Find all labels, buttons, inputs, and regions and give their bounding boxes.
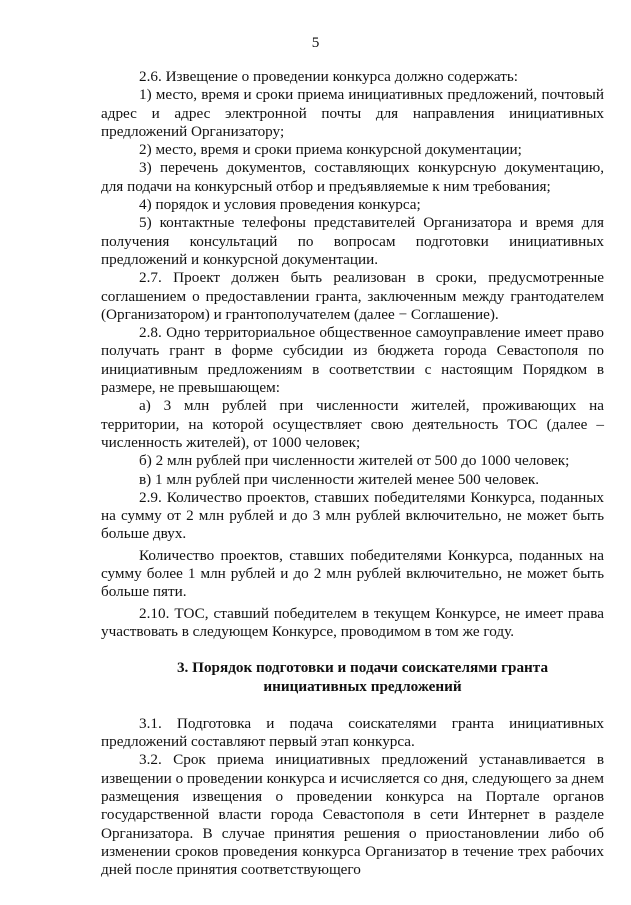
paragraph-2-6: 2.6. Извещение о проведении конкурса должно содержать:	[139, 68, 519, 85]
list-item-v: в) 1 млн рублей при численности жителей менее 500 человек.	[139, 470, 540, 488]
paragraph-2-8: 2.8. Одно территориальное общественное самоуправление имеет право получать грант в форме субсидии из бюджета города Севастополя по инициативным предложениям в соответствии с настоящим Порядком в размере, не превышающем:	[101, 324, 604, 397]
list-item-b: б) 2 млн рублей при численности жителей от 500 до 1000 человек;	[139, 452, 570, 470]
list-item-4: 4) порядок и условия проведения конкурса;	[139, 196, 421, 214]
paragraph-2-9-continued: Количество проектов, ставших победителями Конкурса, поданных на сумму более 1 млн рублей и до 2 млн рублей включительно, не может быть больше пяти.	[101, 546, 604, 601]
section-3-heading-line-1: 3. Порядок подготовки и подачи соискателями гранта	[176, 659, 549, 677]
list-item-a: а) 3 млн рублей при численности жителей, проживающих на территории, на которой осуществляет свою деятельность ТОС (далее – численность жителей), от 1000 человек;	[101, 397, 604, 451]
list-item-2: 2) место, время и сроки приема конкурсной документации;	[139, 141, 522, 159]
list-item-3: 3) перечень документов, составляющих конкурсную документацию, для подачи на конкурсный отбор и предъявляемые к ним требования;	[101, 159, 604, 195]
paragraph-2-10: 2.10. ТОС, ставший победителем в текущем Конкурсе, не имеет права участвовать в следующем Конкурсе, проводимом в том же году.	[101, 604, 604, 640]
page-number: 5	[311, 34, 320, 51]
paragraph-2-7: 2.7. Проект должен быть реализован в сроки, предусмотренные соглашением о предоставлении гранта, заключенным между грантодателем (Организатором) и грантополучателем (далее − Соглашение).	[101, 269, 604, 323]
section-3-heading	[101, 659, 604, 696]
section-3-heading-line-2: инициативных предложений	[263, 677, 462, 695]
list-item-5: 5) контактные телефоны представителей Организатора и время для получения консультаций по вопросам подготовки инициативных предложений и конкурсной документации.	[101, 214, 604, 268]
list-item-1: 1) место, время и сроки приема инициативных предложений, почтовый адрес и адрес электронной почты для направления инициативных предложений Организатору;	[101, 86, 604, 140]
document-body	[101, 68, 604, 879]
paragraph-3-1: 3.1. Подготовка и подача соискателями гранта инициативных предложений составляют первый этап конкурса.	[101, 714, 604, 751]
paragraph-3-2: 3.2. Срок приема инициативных предложений устанавливается в извещении о проведении конкурса и исчисляется со дня, следующего за днем размещения извещения о проведении конкурса на Портале органов государственной власти города Севастополя в сети Интернет в разделе Организатора. В случае принятия решения о приостановлении либо об изменении сроков проведения конкурса Организатор в течение трех рабочих дней после принятия соответствующего	[101, 751, 604, 879]
paragraph-2-9: 2.9. Количество проектов, ставших победителями Конкурса, поданных на сумму от 2 млн рублей и до 3 млн рублей включительно, не может быть больше двух.	[101, 488, 604, 543]
